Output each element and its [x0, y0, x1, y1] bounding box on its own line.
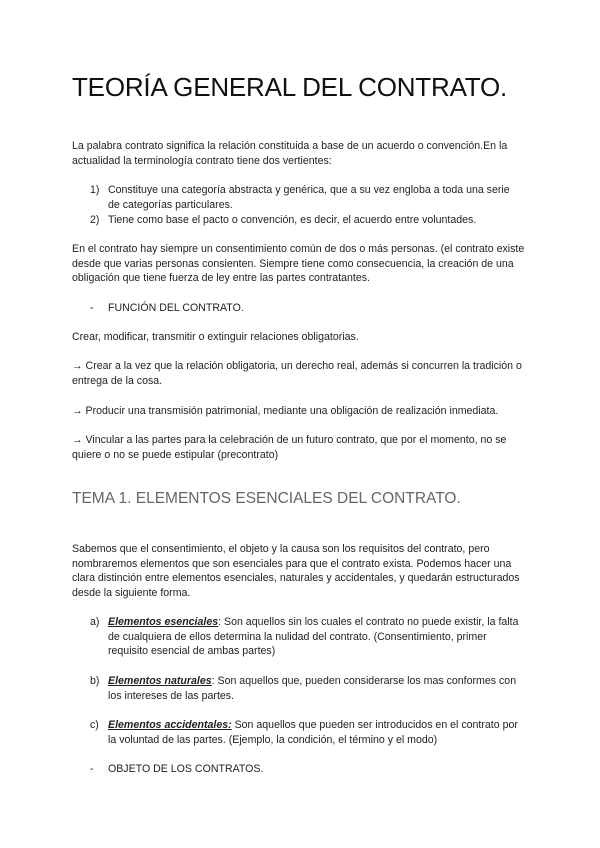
term-elementos-naturales: Elementos naturales	[108, 675, 212, 687]
objeto-heading-text: OBJETO DE LOS CONTRATOS.	[108, 763, 264, 775]
funcion-text: Crear, modificar, transmitir o extinguir relaciones obligatorias.	[72, 331, 359, 343]
tema-heading: TEMA 1. ELEMENTOS ESENCIALES DEL CONTRATO.	[72, 490, 461, 507]
term-elementos-accidentales: Elementos accidentales:	[108, 719, 232, 731]
list-item-vertiente-1	[90, 183, 520, 212]
list-marker: 2)	[90, 214, 100, 226]
list-item-text: Tiene como base el pacto o convención, es decir, el acuerdo entre voluntades.	[108, 214, 477, 226]
term-definition: : Son aquellos que, pueden considerarse los mas conformes con los intereses de las partes.	[108, 675, 517, 702]
consent-paragraph: En el contrato hay siempre un consentimiento común de dos o más personas. (el contrato existe desde que varias personas consienten. Siempre tiene como consecuencia, la creación de una obligación que tiene fuerza de ley entre las partes contratantes.	[72, 243, 525, 285]
document-title: TEORÍA GENERAL DEL CONTRATO.	[72, 72, 508, 102]
list-item-elemento-b	[90, 674, 520, 703]
list-item-elemento-c	[90, 718, 520, 747]
arrow-paragraph-1: → Crear a la vez que la relación obligatoria, un derecho real, además si concurren la tradición o entrega de la cosa.	[72, 360, 522, 387]
list-item-text	[108, 674, 520, 703]
intro-paragraph: La palabra contrato significa la relación constituida a base de un acuerdo o convención.En la actualidad la terminología contrato tiene dos vertientes:	[72, 140, 508, 167]
funcion-heading	[90, 301, 244, 316]
list-item-elemento-a	[90, 615, 520, 659]
list-marker: c)	[90, 719, 99, 731]
list-marker: b)	[90, 675, 100, 687]
arrow-paragraph-2: → Producir una transmisión patrimonial, mediante una obligación de realización inmediata.	[72, 405, 499, 417]
list-item-vertiente-2	[90, 213, 520, 228]
tema-intro-paragraph: Sabemos que el consentimiento, el objeto y la causa son los requisitos del contrato, pero nombraremos elementos que son esenciales para que el contrato exista. Podemos hacer una clara distinción entre elementos esenciales, naturales y accidentales, y quedarán estructurados desde la siguiente forma.	[72, 543, 520, 599]
term-definition: : Son aquellos sin los cuales el contrato no puede existir, la falta de cualquiera de ellos determina la nulidad del contrato. (Consentimiento, primer requisito esencial de ambas partes)	[108, 616, 519, 658]
funcion-heading-text: FUNCIÓN DEL CONTRATO.	[108, 302, 244, 314]
list-marker: a)	[90, 616, 100, 628]
objeto-heading	[90, 762, 263, 777]
dash-marker: -	[90, 763, 94, 775]
term-elementos-esenciales: Elementos esenciales	[108, 616, 219, 628]
list-item-text: Constituye una categoría abstracta y genérica, que a su vez engloba a toda una serie de categorías particulares.	[108, 184, 510, 211]
list-item-text	[108, 718, 520, 747]
list-marker: 1)	[90, 184, 100, 196]
list-item-text	[108, 615, 520, 659]
term-definition: Son aquellos que pueden ser introducidos en el contrato por la voluntad de las partes. (Ejemplo, la condición, el término y el modo)	[108, 719, 518, 746]
dash-marker: -	[90, 302, 94, 314]
arrow-paragraph-3: → Vincular a las partes para la celebración de un futuro contrato, que por el momento, no se quiere o no se puede estipular (precontrato)	[72, 434, 507, 461]
